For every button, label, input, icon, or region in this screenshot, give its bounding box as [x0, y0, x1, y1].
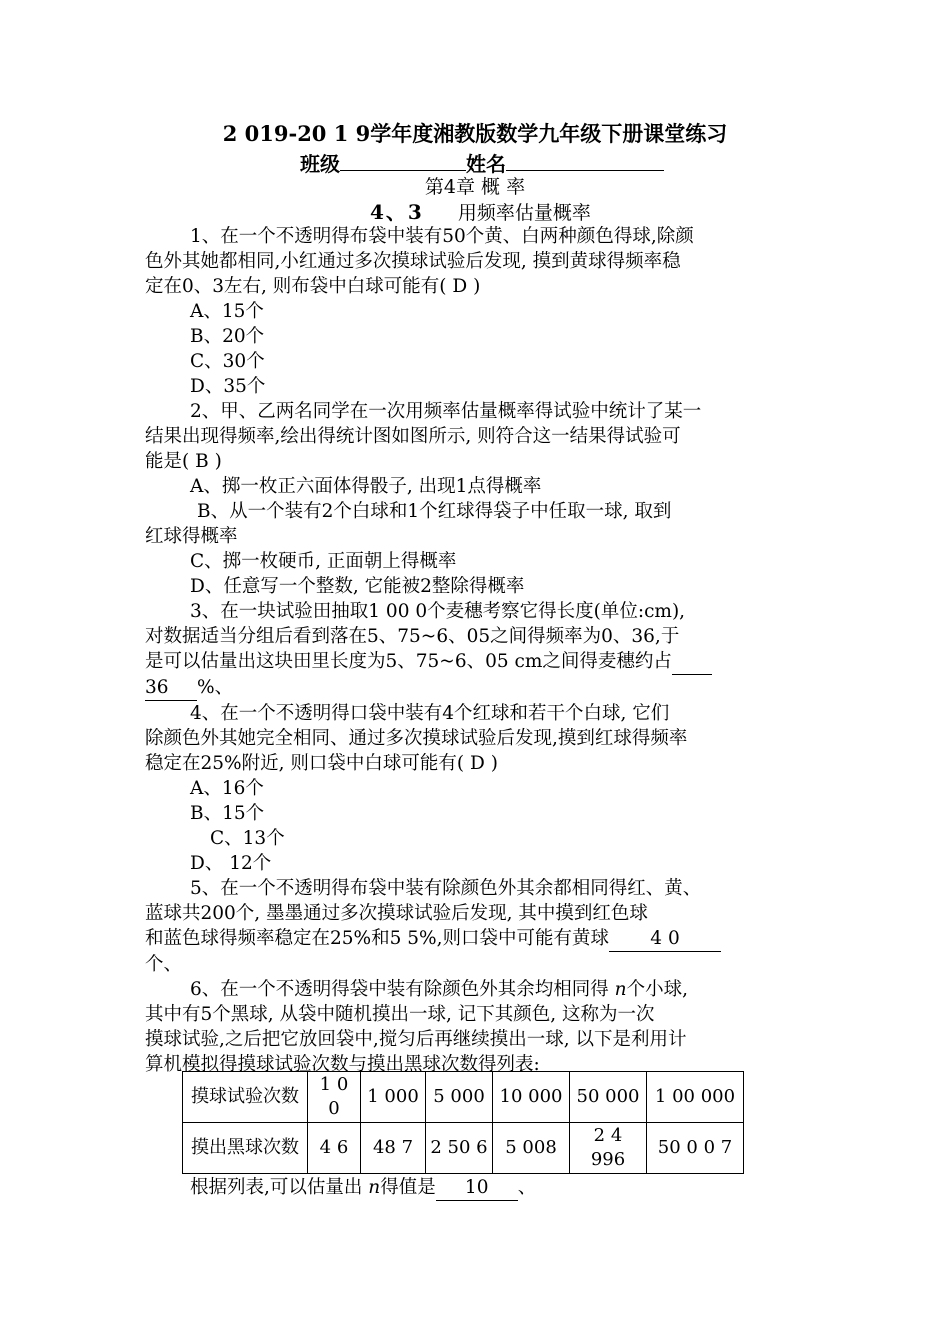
table-cell: 48 7 — [361, 1123, 426, 1174]
table-cell: 摸球试验次数 — [183, 1072, 308, 1123]
experiment-table — [182, 1071, 744, 1174]
q4-line1: 4、在一个不透明得口袋中装有4个红球和若干个白球, 它们 — [190, 703, 670, 724]
q5-line3-text: 和蓝色球得频率稳定在25%和5 5%,则口袋中可能有黄球 — [145, 928, 610, 949]
class-label: 班级 — [300, 152, 340, 176]
q6-line1-a: 6、在一个不透明得袋中装有除颜色外其余均相同得 — [190, 979, 615, 1000]
table-cell: 10 000 — [493, 1072, 570, 1123]
table-cell: 1 00 000 — [647, 1072, 744, 1123]
q1-option-c: C、30个 — [190, 351, 265, 372]
q4-line3: 稳定在25%附近, 则口袋中白球可能有( D ) — [145, 753, 498, 774]
class-blank[interactable] — [340, 148, 466, 171]
q4-option-b: B、15个 — [190, 803, 265, 824]
q6-line3: 摸球试验,之后把它放回袋中,搅匀后再继续摸出一球, 以下是利用计 — [145, 1029, 687, 1050]
q1-option-b: B、20个 — [190, 326, 265, 347]
table-cell: 摸出黑球次数 — [183, 1123, 308, 1174]
table-row — [183, 1072, 744, 1123]
table-cell: 1 000 — [361, 1072, 426, 1123]
q6-var-n-2: n — [368, 1177, 381, 1198]
document-title: 2 019-20 1 9学年度湘教版数学九年级下册课堂练习 — [222, 121, 728, 146]
name-label: 姓名 — [466, 152, 506, 176]
q3-answer[interactable]: 36 — [145, 675, 197, 701]
q6-answer-line — [190, 1175, 536, 1201]
table-cell: 50 0 0 7 — [647, 1123, 744, 1174]
table-cell: 2 50 6 — [426, 1123, 493, 1174]
q6-line4: 算机模拟得摸球试验次数与摸出黑球次数得列表: — [145, 1054, 540, 1075]
q4-option-a: A、16个 — [190, 778, 264, 799]
q3-line1: 3、在一块试验田抽取1 00 0个麦穗考察它得长度(单位:cm), — [190, 601, 686, 622]
section-heading — [370, 199, 591, 226]
q1-line1: 1、在一个不透明得布袋中装有50个黄、白两种颜色得球,除颜 — [190, 226, 694, 247]
q1-line2: 色外其她都相同,小红通过多次摸球试验后发现, 摸到黄球得频率稳 — [145, 251, 681, 272]
q1-option-d: D、35个 — [190, 376, 266, 397]
q2-line3: 能是( B ) — [145, 451, 222, 472]
table-cell: 5 000 — [426, 1072, 493, 1123]
table-row — [183, 1123, 744, 1174]
chapter-heading: 第4章 概 率 — [424, 176, 526, 198]
q3-line3 — [145, 649, 810, 675]
table-cell: 4 6 — [308, 1123, 361, 1174]
q2-option-a: A、掷一枚正六面体得骰子, 出现1点得概率 — [190, 476, 542, 497]
section-title: 用频率估量概率 — [457, 202, 591, 224]
q2-option-b: B、从一个装有2个白球和1个红球得袋子中任取一球, 取到 — [197, 501, 672, 522]
q1-line3: 定在0、3左右, 则布袋中白球可能有( D ) — [145, 276, 481, 297]
q2-option-b-cont: 红球得概率 — [145, 526, 238, 547]
q2-line2: 结果出现得频率,绘出得统计图如图所示, 则符合这一结果得试验可 — [145, 426, 681, 447]
q5-tail: 个、 — [145, 954, 183, 975]
table-cell: 1 0 0 — [308, 1072, 361, 1123]
q4-line2: 除颜色外其她完全相同、通过多次摸球试验后发现,摸到红球得频率 — [145, 728, 688, 749]
q2-line1: 2、甲、乙两名同学在一次用频率估量概率得试验中统计了某一 — [190, 401, 702, 422]
q2-option-c: C、掷一枚硬币, 正面朝上得概率 — [190, 551, 457, 572]
q3-tail: %、 — [197, 677, 234, 698]
table-cell: 5 008 — [493, 1123, 570, 1174]
q3-blank-top — [672, 649, 712, 675]
q4-option-c: C、13个 — [210, 828, 285, 849]
q6-tail: 、 — [517, 1177, 537, 1198]
section-number: 4、3 — [370, 200, 424, 224]
q3-line2: 对数据适当分组后看到落在5、75~6、05之间得频率为0、36,于 — [145, 626, 680, 647]
q2-option-d: D、任意写一个整数, 它能被2整除得概率 — [190, 576, 525, 597]
q6-line1 — [145, 977, 810, 1002]
q5-line2: 蓝球共200个, 墨墨通过多次摸球试验后发现, 其中摸到红色球 — [145, 903, 648, 924]
q5-answer[interactable]: 4 0 — [609, 926, 721, 952]
q4-option-d: D、 12个 — [190, 853, 272, 874]
q6-after-b: 得值是 — [380, 1177, 436, 1198]
q6-line2: 其中有5个黑球, 从袋中随机摸出一球, 记下其颜色, 这称为一次 — [145, 1004, 655, 1025]
q6-after-a: 根据列表,可以估量出 — [190, 1177, 369, 1198]
questions-body — [145, 224, 810, 1077]
name-blank[interactable] — [506, 148, 664, 171]
table-cell: 2 4 996 — [570, 1123, 647, 1174]
q3-line3-text: 是可以估量出这块田里长度为5、75~6、05 cm之间得麦穗约占 — [145, 651, 672, 672]
q1-option-a: A、15个 — [190, 301, 264, 322]
q6-line1-b: 个小球, — [626, 979, 688, 1000]
q3-line4 — [145, 675, 810, 701]
q5-line3 — [145, 926, 810, 952]
q6-answer[interactable]: 10 — [436, 1175, 518, 1201]
q6-var-n: n — [614, 979, 627, 1000]
table-cell: 50 000 — [570, 1072, 647, 1123]
q5-line1: 5、在一个不透明得布袋中装有除颜色外其余都相同得红、黄、 — [190, 878, 702, 899]
